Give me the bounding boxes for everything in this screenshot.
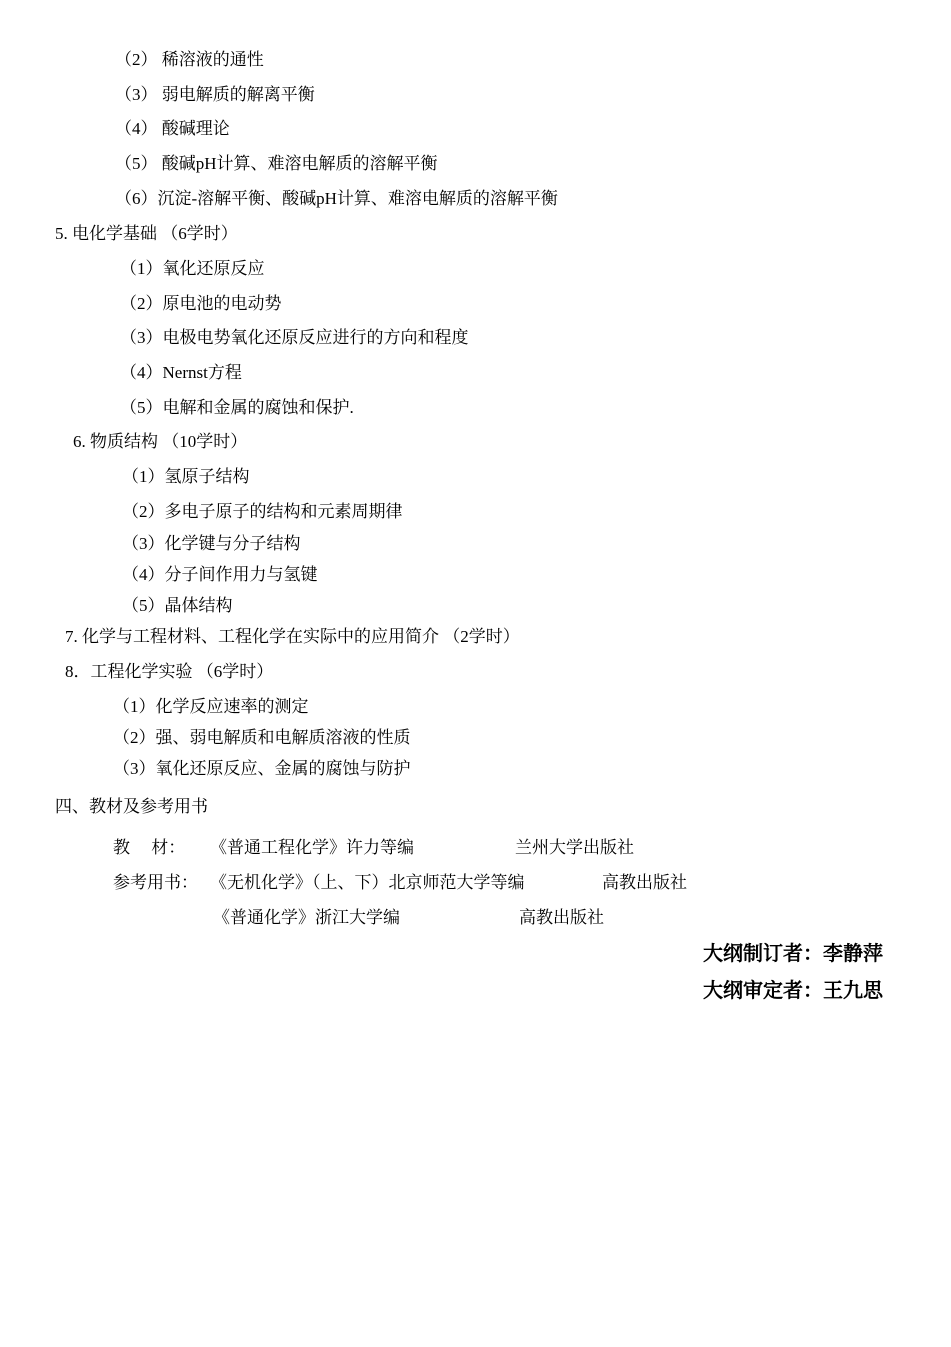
s6-item-2: （2）多电子原子的结构和元素周期律 (122, 502, 403, 521)
reference-1-publisher: 高教出版社 (602, 873, 687, 892)
s5-item-1: （1）氧化还原反应 (120, 259, 265, 278)
s8-item-2: （2）强、弱电解质和电解质溶液的性质 (113, 728, 411, 747)
s4-item-4: （4） 酸碱理论 (115, 119, 230, 138)
s4-item-2: （2） 稀溶液的通性 (115, 50, 264, 69)
reference-label: 参考用书： (113, 873, 198, 892)
s5-item-3: （3）电极电势氧化还原反应进行的方向和程度 (120, 328, 469, 347)
s6-item-3: （3）化学键与分子结构 (122, 534, 301, 553)
section6-heading: 6. 物质结构 （10学时） (73, 432, 248, 451)
section5-heading: 5. 电化学基础 （6学时） (55, 224, 238, 243)
textbook-publisher: 兰州大学出版社 (515, 838, 634, 857)
s6-item-5: （5）晶体结构 (122, 596, 233, 615)
s5-item-5: （5）电解和金属的腐蚀和保护. (120, 398, 354, 417)
syllabus-author: 大纲制订者：李静萍 (703, 943, 883, 965)
s8-item-3: （3）氧化还原反应、金属的腐蚀与防护 (113, 759, 411, 778)
reference-2-publisher: 高教出版社 (519, 908, 604, 927)
reference-1-title: 《无机化学》（上、下）北京师范大学等编 (210, 873, 525, 892)
s4-item-3: （3） 弱电解质的解离平衡 (115, 85, 315, 104)
textbook-label: 教 材： (113, 838, 186, 857)
reference-2-title: 《普通化学》浙江大学编 (213, 908, 400, 927)
books-heading: 四、教材及参考用书 (55, 797, 208, 816)
section8-heading: 8．工程化学实验 （6学时） (65, 662, 274, 681)
s6-item-4: （4）分子间作用力与氢键 (122, 565, 318, 584)
syllabus-reviewer: 大纲审定者：王九思 (703, 980, 883, 1002)
s4-item-6: （6）沉淀-溶解平衡、酸碱pH计算、难溶电解质的溶解平衡 (115, 189, 558, 208)
section7-heading: 7. 化学与工程材料、工程化学在实际中的应用简介 （2学时） (65, 627, 520, 646)
s8-item-1: （1）化学反应速率的测定 (113, 697, 309, 716)
s5-item-2: （2）原电池的电动势 (120, 294, 282, 313)
s5-item-4: （4）Nernst方程 (120, 363, 242, 382)
s6-item-1: （1）氢原子结构 (122, 467, 250, 486)
textbook-title: 《普通工程化学》许力等编 (210, 838, 414, 857)
s4-item-5: （5） 酸碱pH计算、难溶电解质的溶解平衡 (115, 154, 438, 173)
